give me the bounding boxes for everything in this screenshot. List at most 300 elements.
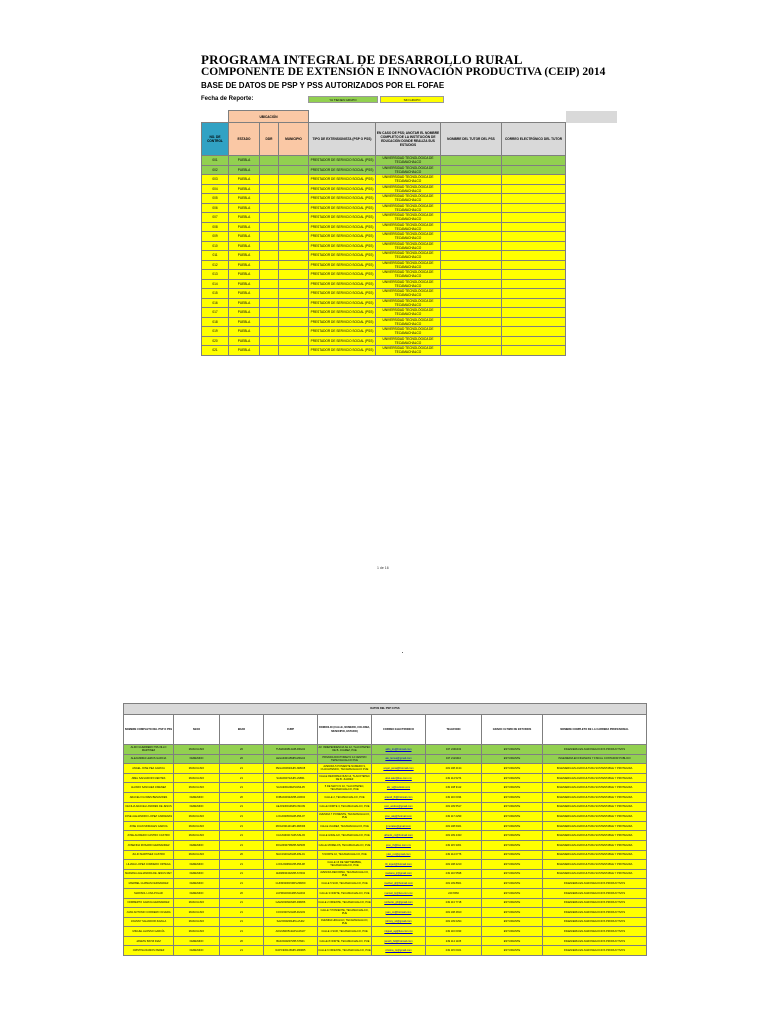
- table-row: [124, 888, 647, 898]
- table-cell: [441, 232, 502, 242]
- table-cell: UNIVERSIDAD TECNOLÓGICA DE TECAMACHALCO: [376, 194, 441, 204]
- table-cell: [502, 213, 566, 223]
- cell-carrera: INGENIERIA EN AGRICULTURA SUSTENTABLE Y PROTEGIDA: [543, 821, 647, 831]
- cell-edad: 20: [220, 850, 264, 860]
- cell-correo[interactable]: lili_lopez@hotmail.com: [372, 860, 426, 870]
- table-cell: UNIVERSIDAD TECNOLÓGICA DE TECAMACHALCO: [376, 298, 441, 308]
- table-cell: PUEBLA: [229, 241, 260, 251]
- table-cell: PUEBLA: [229, 289, 260, 299]
- cell-carrera: INGENIERIA EN AGRONEGOCIOS PRODUCTIVOS: [543, 917, 647, 927]
- table-cell: [260, 165, 279, 175]
- table-cell: [279, 279, 309, 289]
- cell-nombre: MARIBEL GUZMAN FERNANDEZ: [124, 879, 174, 889]
- cell-nombre: JUAN ANTONIO CORDERO OLVERA: [124, 908, 174, 918]
- table-row: [202, 184, 618, 194]
- cell-nombre: MARISOL LUNA POLAR: [124, 888, 174, 898]
- cell-sexo: MASCULINO: [174, 908, 220, 918]
- table-cell: PUEBLA: [229, 194, 260, 204]
- cell-carrera: INGENIERIA EN AGRONEGOCIOS PRODUCTIVOS: [543, 888, 647, 898]
- cell-domicilio: CALLE JUAREZ, TECAMACHALCO, PUE: [318, 821, 372, 831]
- cell-correo[interactable]: jose_rh@live.com.mx: [372, 840, 426, 850]
- cell-edad: 21: [220, 946, 264, 956]
- table-row: [124, 812, 647, 822]
- cell-nombre: CRISTINA RAMOS PEREZ: [124, 946, 174, 956]
- header-control: NO. DE CONTROL: [202, 123, 229, 156]
- cell-correo[interactable]: johnny_sz@gmail.com: [372, 917, 426, 927]
- page-number: 1 de 16: [377, 566, 389, 570]
- table-cell: UNIVERSIDAD TECNOLÓGICA DE TECAMACHALCO: [376, 270, 441, 280]
- cell-grado: ESTUDIANTE: [482, 831, 543, 841]
- table-cell: PRESTADOR DE SERVICIO SOCIAL (PSS): [309, 346, 376, 356]
- cell-domicilio: CALLE 5 SUR, TECAMACHALCO, PUE: [318, 879, 372, 889]
- table-cell: [502, 327, 566, 337]
- table-row: [124, 898, 647, 908]
- table-row: [124, 879, 647, 889]
- cell-carrera: INGENIERIA EN AGRICULTURA SUSTENTABLE Y PROTEGIDA: [543, 792, 647, 802]
- table-cell: [260, 156, 279, 166]
- cell-carrera: INGENIERIA EN AGRICULTURA SUSTENTABLE Y PROTEGIDA: [543, 773, 647, 783]
- cell-carrera: INGENIERIA EN AGRICULTURA SUSTENTABLE Y PROTEGIDA: [543, 764, 647, 774]
- table-cell: [260, 346, 279, 356]
- fecha-label: Fecha de Reporte:: [201, 96, 254, 102]
- table-cell: [441, 175, 502, 185]
- table-cell: [260, 251, 279, 261]
- table-cell: [441, 279, 502, 289]
- table-cell: [502, 317, 566, 327]
- table-cell: [279, 222, 309, 232]
- table-cell: [502, 260, 566, 270]
- header-nombre: NOMBRE COMPLETO DEL PSP O PSS: [124, 715, 174, 745]
- table-row: [202, 289, 618, 299]
- table-cell: [441, 270, 502, 280]
- header-institucion: EN CASO DE PSS; ANOTAR EL NOMBRE COMPLETO DE LA INSTITUCIÓN DE EDUCACIÓN DONDE REALIZA SUS ESTUDIOS: [376, 123, 441, 156]
- cell-correo[interactable]: miguel_ag@live.com.mx: [372, 927, 426, 937]
- cell-telefono: 249 109 4433: [426, 831, 482, 841]
- table-cell: [279, 232, 309, 242]
- cell-curp: AEJC930914MPLNSC09: [264, 802, 318, 812]
- cell-grado: ESTUDIANTE: [482, 802, 543, 812]
- table-cell: [260, 279, 279, 289]
- table-row: [124, 754, 647, 764]
- cell-carrera: INGENIERIA EN AGRONEGOCIOS PRODUCTIVOS: [543, 908, 647, 918]
- table-cell: PRESTADOR DE SERVICIO SOCIAL (PSS): [309, 336, 376, 346]
- table-cell: [441, 336, 502, 346]
- table-cell: [279, 175, 309, 185]
- table-cell: [279, 213, 309, 223]
- cell-domicilio: AVENIDA 7 PONIENTE, TECAMACHALCO, PUE: [319, 813, 370, 820]
- table-cell: [260, 270, 279, 280]
- cell-edad: 21: [220, 812, 264, 822]
- table-cell: PRESTADOR DE SERVICIO SOCIAL (PSS): [309, 251, 376, 261]
- cell-telefono: 249 108 4134: [426, 764, 482, 774]
- cell-telefono: 249 108 9112: [426, 783, 482, 793]
- table-row: [202, 260, 618, 270]
- table-cell: [502, 251, 566, 261]
- table-cell: 009: [202, 232, 229, 242]
- header-carrera: NOMBRE COMPLETO DE LA CARRERA PROFESIONAL: [543, 715, 647, 745]
- cell-edad: 21: [220, 927, 264, 937]
- table-cell: [441, 327, 502, 337]
- cell-nombre: CECILIA ARACELI ANDRES DE JESUS: [124, 802, 174, 812]
- cell-grado: ESTUDIANTE: [482, 946, 543, 956]
- table-cell: 012: [202, 260, 229, 270]
- cell-grado: ESTUDIANTE: [482, 792, 543, 802]
- cell-nombre: JOSE ALEJANDRO LOPEZ CARDENAS: [124, 812, 174, 822]
- table-row: [202, 279, 618, 289]
- table-cell: [279, 203, 309, 213]
- table-cell: PRESTADOR DE SERVICIO SOCIAL (PSS): [309, 203, 376, 213]
- table-cell: [502, 156, 566, 166]
- table-cell: [260, 336, 279, 346]
- cell-curp: ROHJ930708MPLSRS05: [264, 840, 318, 850]
- table-cell: [502, 184, 566, 194]
- cell-correo[interactable]: alfredo_cc@hotmail.com: [372, 831, 426, 841]
- header-municipio: MUNICIPIO: [279, 123, 309, 156]
- table-cell: 013: [202, 270, 229, 280]
- table-cell: PUEBLA: [229, 222, 260, 232]
- table-cell: PRESTADOR DE SERVICIO SOCIAL (PSS): [309, 317, 376, 327]
- table-cell: PUEBLA: [229, 327, 260, 337]
- cell-correo[interactable]: norberto_gh@gmail.com: [372, 898, 426, 908]
- cell-carrera: INGENIERIA EN AGRICULTURA SUSTENTABLE Y PROTEGIDA: [543, 840, 647, 850]
- cell-telefono: 249 108 4810: [426, 908, 482, 918]
- table-cell: 015: [202, 289, 229, 299]
- cell-correo[interactable]: araceli_fb@hotmail.com: [372, 792, 426, 802]
- cell-correo[interactable]: julio_mc@gmail.com: [372, 850, 426, 860]
- report-title: PROGRAMA INTEGRAL DE DESARROLLO RURAL: [201, 52, 523, 67]
- table-row: [124, 860, 647, 870]
- table-cell: PRESTADOR DE SERVICIO SOCIAL (PSS): [309, 327, 376, 337]
- cell-correo[interactable]: ceci_andres@gmail.com: [372, 802, 426, 812]
- table-cell: [279, 327, 309, 337]
- cell-domicilio: CALLE 3 NORTE, TECAMACHALCO, PUE: [318, 888, 372, 898]
- table-cell: PUEBLA: [229, 336, 260, 346]
- cell-carrera: INGENIERIA EN AGRICULTURA SUSTENTABLE Y PROTEGIDA: [543, 860, 647, 870]
- cell-edad: 20: [220, 745, 264, 755]
- table-row: [124, 908, 647, 918]
- cell-domicilio: CALLE MORELOS, TECAMACHALCO, PUE: [318, 840, 372, 850]
- cell-nombre: ALEJANDRA LEMUS GARCIA: [124, 754, 174, 764]
- table-cell: PRESTADOR DE SERVICIO SOCIAL (PSS): [309, 175, 376, 185]
- cell-correo[interactable]: cristina_rp@gmail.com: [372, 946, 426, 956]
- cell-nombre: ANGEL JOSE PEA GARCIA: [124, 764, 174, 774]
- cell-nombre: JOSE ALFREDO CASTRO CASTRO: [124, 831, 174, 841]
- cell-grado: ESTUDIANTE: [482, 927, 543, 937]
- cell-correo[interactable]: janeth_bd@hotmail.com: [372, 936, 426, 946]
- cell-sexo: FEMENINO: [174, 802, 220, 812]
- cell-sexo: MASCULINO: [174, 850, 220, 860]
- cell-sexo: FEMENINO: [174, 888, 220, 898]
- cell-correo[interactable]: jose_alej@hotmail.com: [372, 812, 426, 822]
- cell-correo[interactable]: maribel_gf@hotmail.com: [372, 879, 426, 889]
- table-cell: 014: [202, 279, 229, 289]
- cell-edad: 21: [220, 773, 264, 783]
- table-cell: [441, 165, 502, 175]
- table-cell: 018: [202, 317, 229, 327]
- cell-correo[interactable]: aldo_tru@hotmail.com: [372, 745, 426, 755]
- cell-domicilio: CALLE 4 SUR, TECAMACHALCO, PUE: [318, 927, 372, 937]
- cell-grado: ESTUDIANTE: [482, 840, 543, 850]
- table-cell: PUEBLA: [229, 317, 260, 327]
- table-cell: [279, 165, 309, 175]
- table-cell: [441, 222, 502, 232]
- table-cell: [502, 241, 566, 251]
- cell-nombre: LILIANA LOPEZ CORDERO ORTEGA: [124, 860, 174, 870]
- table-cell: 010: [202, 241, 229, 251]
- cell-sexo: MASCULINO: [174, 783, 220, 793]
- table-cell: [441, 203, 502, 213]
- table-cell: [279, 241, 309, 251]
- cell-grado: ESTUDIANTE: [482, 898, 543, 908]
- cell-correo[interactable]: juan_co@hotmail.com: [372, 908, 426, 918]
- cell-domicilio: PRIVADA DOCTOREZ N 12 CENTRO TEPEYAHUALCO PUE: [318, 754, 372, 764]
- cell-carrera: INGENIERIA EN AGRICULTURA SUSTENTABLE Y PROTEGIDA: [543, 783, 647, 793]
- cell-grado: ESTUDIANTE: [482, 908, 543, 918]
- cell-curp: SAJA930429HPLNML05: [264, 783, 318, 793]
- table-cell: [260, 194, 279, 204]
- cell-correo[interactable]: alv_sj@outlook.com: [372, 783, 426, 793]
- legend-green: YA TIENEN GRUPO: [308, 96, 378, 103]
- cell-telefono: 249 109 5517: [426, 802, 482, 812]
- report-base-title: BASE DE DATOS DE PSP Y PSS AUTORIZADOS POR EL FOFAE: [201, 81, 445, 90]
- table-cell: UNIVERSIDAD TECNOLÓGICA DE TECAMACHALCO: [376, 232, 441, 242]
- cell-nombre: ARACELI FLORES BENAVIDES: [124, 792, 174, 802]
- table-cell: UNIVERSIDAD TECNOLÓGICA DE TECAMACHALCO: [376, 184, 441, 194]
- table-cell: [279, 184, 309, 194]
- cell-domicilio: CALLE 7 PONIENTE, TECAMACHALCO, PUE: [318, 908, 372, 918]
- cell-curp: SAZJ930209HPLLVH02: [264, 917, 318, 927]
- cell-carrera: INGENIERIA EN AGRICULTURA SUSTENTABLE Y PROTEGIDA: [543, 869, 647, 879]
- table-cell: UNIVERSIDAD TECNOLÓGICA DE TECAMACHALCO: [376, 336, 441, 346]
- cell-sexo: FEMENINO: [174, 792, 220, 802]
- table-cell: 005: [202, 194, 229, 204]
- cell-edad: 21: [220, 764, 264, 774]
- table-cell: [279, 336, 309, 346]
- table-cell: [260, 213, 279, 223]
- table-cell: 002: [202, 165, 229, 175]
- cell-grado: ESTUDIANTE: [482, 754, 543, 764]
- cell-edad: 21: [220, 898, 264, 908]
- table-row: [202, 346, 618, 356]
- table-cell: [279, 346, 309, 356]
- cell-grado: ESTUDIANTE: [482, 850, 543, 860]
- legend-yellow: SIN GRUPO: [380, 96, 444, 103]
- cell-carrera: INGENIERIA EN AGRONEGOCIOS PRODUCTIVOS: [543, 898, 647, 908]
- table-cell: [502, 203, 566, 213]
- cell-curp: SAFA930712HPLLNB01: [264, 773, 318, 783]
- table-cell: [441, 289, 502, 299]
- cell-telefono: 249 116 0033: [426, 927, 482, 937]
- header-edad: EDAD: [220, 715, 264, 745]
- table-cell: [260, 308, 279, 318]
- cell-correo[interactable]: marisol_lp@live.com.mx: [372, 888, 426, 898]
- table-row: [202, 270, 618, 280]
- cell-curp: JERM930402MPLSYR02: [264, 869, 318, 879]
- table-cell: [441, 346, 502, 356]
- table-cell: UNIVERSIDAD TECNOLÓGICA DE TECAMACHALCO: [376, 346, 441, 356]
- table-cell: PUEBLA: [229, 251, 260, 261]
- table-row: [202, 232, 618, 242]
- cell-edad: 21: [220, 821, 264, 831]
- cell-carrera: INGENIERIA EN AGRONEGOCIOS PRODUCTIVOS: [543, 879, 647, 889]
- table-cell: PRESTADOR DE SERVICIO SOCIAL (PSS): [309, 232, 376, 242]
- cell-grado: ESTUDIANTE: [482, 821, 543, 831]
- table-cell: [502, 279, 566, 289]
- cell-domicilio: CALLE HIDALGO, TECAMACHALCO, PUE: [318, 831, 372, 841]
- table-cell: PUEBLA: [229, 203, 260, 213]
- header-estado: ESTADO: [229, 123, 260, 156]
- table-cell: 017: [202, 308, 229, 318]
- cell-telefono: 249 108 2210: [426, 860, 482, 870]
- cell-curp: COOJ930724HPLRLN03: [264, 908, 318, 918]
- table-cell: UNIVERSIDAD TECNOLÓGICA DE TECAMACHALCO: [376, 260, 441, 270]
- cell-telefono: 047 2491043: [426, 745, 482, 755]
- cell-nombre: JANETH BATIZ DIAZ: [124, 936, 174, 946]
- header-sexo: SEXO: [174, 715, 220, 745]
- table-cell: [279, 308, 309, 318]
- table-cell: [502, 222, 566, 232]
- cell-domicilio: CALLE 6 ORIENTE, TECAMACHALCO, PUE: [318, 946, 372, 956]
- table-row: [202, 327, 618, 337]
- cell-carrera: INGENIERIA EN AGRICULTURA SUSTENTABLE Y PROTEGIDA: [543, 831, 647, 841]
- table-row: [124, 850, 647, 860]
- table-cell: 001: [202, 156, 229, 166]
- table-row: [124, 792, 647, 802]
- cell-grado: ESTUDIANTE: [482, 917, 543, 927]
- table-row: [202, 308, 618, 318]
- cell-curp: AOGM930512HPLLRG07: [264, 927, 318, 937]
- table-cell: [260, 289, 279, 299]
- table-cell: UNIVERSIDAD TECNOLÓGICA DE TECAMACHALCO: [376, 251, 441, 261]
- table-row: [202, 194, 618, 204]
- table-cell: [502, 165, 566, 175]
- table-cell: [502, 232, 566, 242]
- table-cell: 007: [202, 213, 229, 223]
- table-cell: [502, 194, 566, 204]
- cell-correo[interactable]: jjmorales@gmail.com: [372, 821, 426, 831]
- cell-correo[interactable]: angel_pena@hotmail.com: [372, 764, 426, 774]
- table-row: [124, 946, 647, 956]
- cell-sexo: FEMENINO: [174, 860, 220, 870]
- header-domicilio: DOMICILIO (CALLE, NUMERO, COLONIA, MUNICIPIO, ESTADO): [318, 715, 372, 745]
- cell-curp: LEGA940115MPLMRL04: [264, 754, 318, 764]
- cell-curp: LUPM940301MPLNLR04: [264, 888, 318, 898]
- cell-edad: 21: [220, 879, 264, 889]
- cell-edad: 20: [220, 888, 264, 898]
- table-cell: UNIVERSIDAD TECNOLÓGICA DE TECAMACHALCO: [376, 327, 441, 337]
- cell-edad: 21: [220, 802, 264, 812]
- table-row: [202, 213, 618, 223]
- cell-sexo: MASCULINO: [174, 764, 220, 774]
- cell-correo[interactable]: mariana_jr@gmail.com: [372, 869, 426, 879]
- table-cell: PRESTADOR DE SERVICIO SOCIAL (PSS): [309, 165, 376, 175]
- header-correo: CORREO ELECTRONICO: [372, 715, 426, 745]
- cell-curp: LOCA930503HPLPRL07: [264, 812, 318, 822]
- cell-nombre: JOSEFINA ROSARIO HERNANDEZ: [124, 840, 174, 850]
- cell-domicilio: CALLE REFORMA NUM 14, TLACOTEPEC DE B. JUAREZ: [319, 774, 370, 782]
- table-cell: 006: [202, 203, 229, 213]
- table-row: [202, 317, 618, 327]
- table-cell: [441, 194, 502, 204]
- cell-curp: MACJ940126HPLRSL01: [264, 850, 318, 860]
- cell-edad: 20: [220, 936, 264, 946]
- cell-edad: 20: [220, 792, 264, 802]
- table-row: [202, 241, 618, 251]
- cell-sexo: MASCULINO: [174, 812, 220, 822]
- cell-sexo: MASCULINO: [174, 927, 220, 937]
- cell-telefono: 249 108 6021: [426, 821, 482, 831]
- cell-grado: ESTUDIANTE: [482, 812, 543, 822]
- table-row: [202, 156, 618, 166]
- cell-sexo: FEMENINO: [174, 840, 220, 850]
- table-cell: UNIVERSIDAD TECNOLÓGICA DE TECAMACHALCO: [376, 203, 441, 213]
- cell-edad: 21: [220, 917, 264, 927]
- table-cell: [441, 241, 502, 251]
- table-cell: [441, 184, 502, 194]
- table-cell: [279, 270, 309, 280]
- table-cell: PRESTADOR DE SERVICIO SOCIAL (PSS): [309, 298, 376, 308]
- cell-carrera: INGENIERIA EN AGRONEGOCIOS PRODUCTIVOS: [543, 745, 647, 755]
- report-subtitle: COMPONENTE DE EXTENSIÓN E INNOVACIÓN PRODUCTIVA (CEIP) 2014: [201, 66, 606, 78]
- table-cell: 011: [202, 251, 229, 261]
- cell-sexo: FEMENINO: [174, 946, 220, 956]
- cell-sexo: FEMENINO: [174, 869, 220, 879]
- cell-nombre: ALVARO SANCHEZ JIMENEZ: [124, 783, 174, 793]
- header-datos-psp: DATOS DEL PSP O PSS: [124, 704, 647, 715]
- table-row: [202, 251, 618, 261]
- table-row: [124, 917, 647, 927]
- table-cell: [260, 232, 279, 242]
- table-cell: PRESTADOR DE SERVICIO SOCIAL (PSS): [309, 156, 376, 166]
- cell-curp: RAPC930126MPLMRR05: [264, 946, 318, 956]
- cell-correo[interactable]: abel.salv@live.com.mx: [372, 773, 426, 783]
- table-cell: [441, 213, 502, 223]
- cell-sexo: MASCULINO: [174, 745, 220, 755]
- cell-sexo: MASCULINO: [174, 821, 220, 831]
- cell-carrera: INGENIERIA EN AGRICULTURA SUSTENTABLE Y PROTEGIDA: [543, 812, 647, 822]
- cell-domicilio: AVENIDA HIDALGO, TECAMACHALCO, PUE: [318, 917, 372, 927]
- table-cell: [502, 346, 566, 356]
- header-tutor: NOMBRE DEL TUTOR DEL PSS: [441, 123, 502, 156]
- cell-edad: 21: [220, 783, 264, 793]
- table-cell: UNIVERSIDAD TECNOLÓGICA DE TECAMACHALCO: [376, 213, 441, 223]
- table-cell: UNIVERSIDAD TECNOLÓGICA DE TECAMACHALCO: [376, 165, 441, 175]
- table-row: [124, 927, 647, 937]
- cell-telefono: 249 117 2290: [426, 812, 482, 822]
- header-tipo: TIPO DE EXTENSIONISTA (PSP O PSS): [309, 123, 376, 156]
- table-cell: UNIVERSIDAD TECNOLÓGICA DE TECAMACHALCO: [376, 175, 441, 185]
- table-cell: [502, 175, 566, 185]
- cell-telefono: 249 113 7718: [426, 898, 482, 908]
- cell-correo[interactable]: ale_lemus@gmail.com: [372, 754, 426, 764]
- cell-nombre: MIGUEL ALONSO GARCÍA: [124, 927, 174, 937]
- table-cell: PRESTADOR DE SERVICIO SOCIAL (PSS): [309, 260, 376, 270]
- table-row: [124, 802, 647, 812]
- table-cell: [260, 222, 279, 232]
- table-row: [202, 336, 618, 346]
- cell-telefono: 249 116 0034: [426, 792, 482, 802]
- cell-sexo: FEMENINO: [174, 936, 220, 946]
- table-cell: 020: [202, 336, 229, 346]
- cell-sexo: FEMENINO: [174, 879, 220, 889]
- cell-domicilio: CALLE 16 DE SEPTIEMBRE, TECAMACHALCO, PUE: [318, 860, 372, 870]
- table-cell: [260, 260, 279, 270]
- cell-domicilio: CALLE 8 NORTE, TECAMACHALCO, PUE: [318, 936, 372, 946]
- table-row: [124, 840, 647, 850]
- cell-domicilio: 5 NORTE 10, TECAMACHALCO, PUE: [318, 850, 372, 860]
- cell-domicilio: AVENIDA REFORMA, TECAMACHALCO, PUE: [318, 869, 372, 879]
- cell-telefono: 249 116 5598: [426, 869, 482, 879]
